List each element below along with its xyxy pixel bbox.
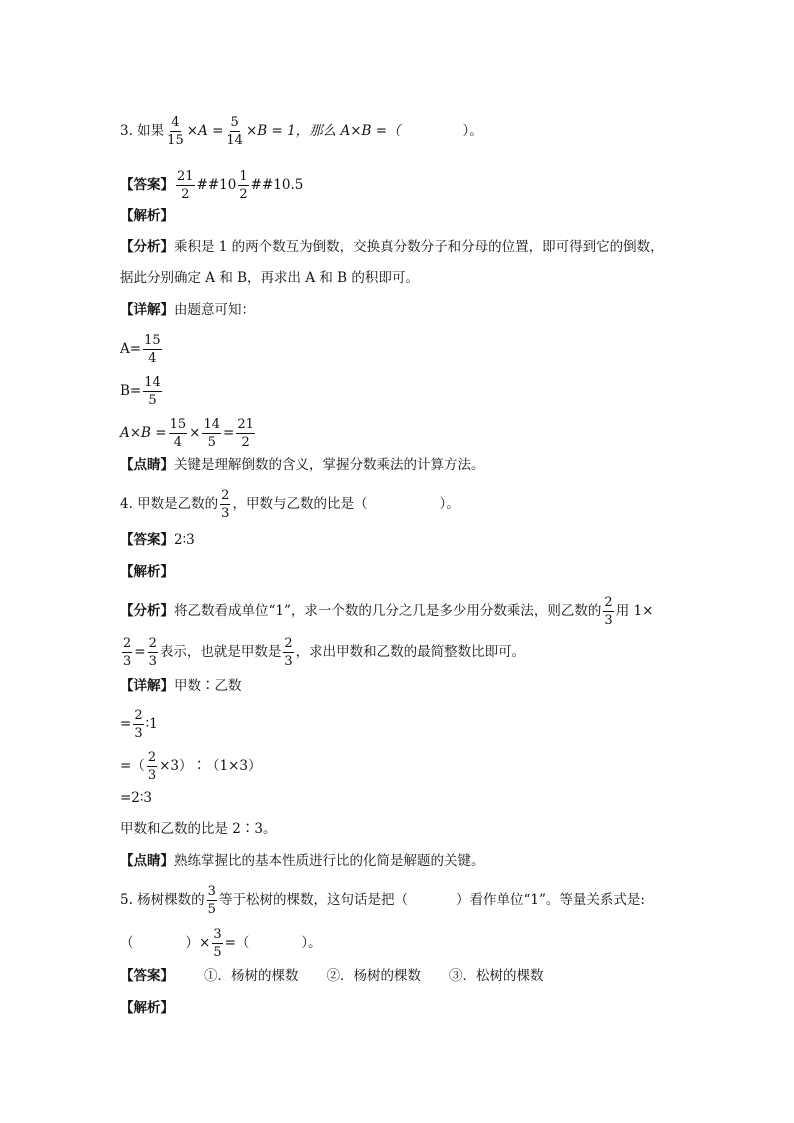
q5-answer: 【答案】 ①．杨树的棵数 ②．杨树的棵数 ③．松树的棵数 [120,968,544,984]
fraction: $\frac{2}{3}$ [134,708,143,741]
fraction: $\frac{15}{4}$ [144,333,161,366]
fraction: $\frac{2}{3}$ [284,636,293,669]
fraction: $\frac{5}{14}$ [226,115,243,148]
q4-step3: =2∶3 [120,790,153,806]
q4-step2: =（ $\frac{2}{3}$ ×3）∶（1×3） [120,750,262,783]
q3-fenxi-line1: 【分析】乘积是 1 的两个数互为倒数，交换真分数分子和分母的位置，即可得到它的倒数， [120,239,664,255]
q3-dianjing: 【点睛】关键是理解倒数的含义，掌握分数乘法的计算方法。 [120,457,485,473]
q3-question: 3. 如果 $\frac{4}{15}$ ×A = $\frac{5}{14}$ ×B = 1，那么 A×B =（ ）。 [120,115,483,148]
q5-jiexi: 【解析】 [120,1000,174,1016]
q3-fenxi-line2: 据此分别确定 A 和 B，再求出 A 和 B 的积即可。 [120,270,419,286]
q4-question: 4. 甲数是乙数的 $\frac{2}{3}$ ，甲数与乙数的比是（ ）。 [120,488,460,521]
q4-xiangjie: 【详解】甲数∶乙数 [120,678,242,694]
q4-answer: 【答案】2∶3 [120,532,195,548]
fraction: $\frac{14}{5}$ [203,417,220,450]
q3-answer: 【答案】 $\frac{21}{2}$ ##10 $\frac{1}{2}$ ##10.5 [120,169,304,202]
fraction: $\frac{15}{4}$ [169,417,187,450]
q3-jiexi: 【解析】 [120,208,174,224]
fraction: $\frac{21}{2}$ [237,417,254,450]
q4-fenxi-line2: $\frac{2}{3}$ = $\frac{2}{3}$ 表示，也就是甲数是 $\frac{2}{3}$ ，求出甲数和乙数的最简整数比即可。 [123,636,526,669]
fraction: $\frac{3}{5}$ [207,884,216,917]
q4-jiexi: 【解析】 [120,564,174,580]
fraction: $\frac{21}{2}$ [177,169,194,202]
fraction: $\frac{14}{5}$ [144,375,161,408]
q5-question: 5. 杨树棵数的 $\frac{3}{5}$ 等于松树的棵数，这句话是把（ ）看作单位“1”。等量关系式是: [120,884,645,917]
q5-equation: （ ）× $\frac{3}{5}$ =（ ）。 [120,927,322,960]
q4-fenxi-line1: 【分析】将乙数看成单位“1”，求一个数的几分之几是多少用分数乘法，则乙数的 $\frac{2}{3}$ 用 1× [120,595,654,628]
fraction: $\frac{2}{3}$ [123,636,132,669]
fraction: $\frac{3}{5}$ [213,927,222,960]
q4-step1: = $\frac{2}{3}$ ∶1 [120,708,158,741]
q3-a-value: A= $\frac{15}{4}$ [120,333,161,366]
q4-dianjing: 【点睛】熟练掌握比的基本性质进行比的化简是解题的关键。 [120,853,485,869]
q3-ab-calc: A×B = $\frac{15}{4}$ × $\frac{14}{5}$ = $\frac{21}{2}$ [120,417,254,450]
q3-xiangjie: 【详解】由题意可知： [120,302,255,318]
fraction: $\frac{4}{15}$ [167,115,184,148]
q4-conclusion: 甲数和乙数的比是 2∶3。 [120,821,277,837]
fraction: $\frac{2}{3}$ [147,750,157,783]
fraction: $\frac{2}{3}$ [221,488,230,521]
fraction: $\frac{2}{3}$ [604,595,613,628]
q3-b-value: B= $\frac{14}{5}$ [120,375,161,408]
fraction: $\frac{2}{3}$ [148,636,157,669]
fraction: $\frac{1}{2}$ [239,169,248,202]
